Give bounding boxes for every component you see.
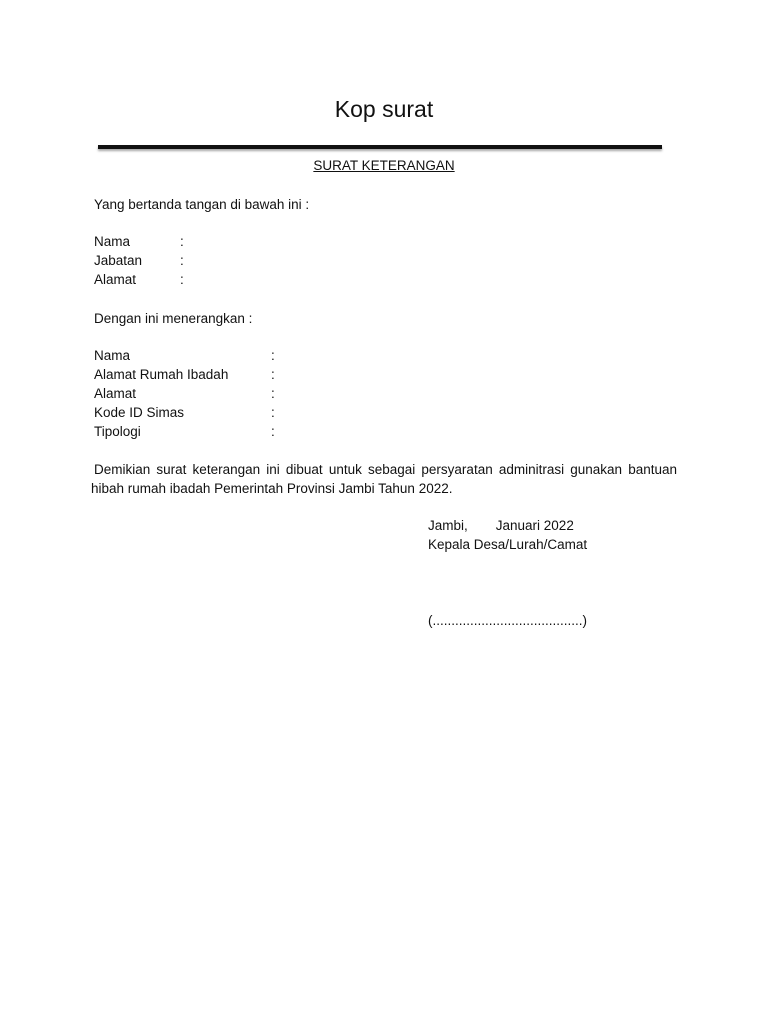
closing-line-1: Demikian surat keterangan ini dibuat untuk sebagai persyaratan adminitrasi gunakan bantuan [94, 462, 677, 477]
letterhead-divider [98, 145, 662, 149]
field-colon: : [180, 253, 184, 268]
field-label: Jabatan [94, 253, 143, 268]
field-label: Tipologi [94, 424, 141, 439]
field-colon: : [271, 424, 275, 439]
closing-paragraph [91, 460, 677, 498]
signature-date: Januari 2022 [495, 518, 574, 533]
opening-text: Yang bertanda tangan di bawah ini : [94, 197, 310, 212]
signature-place: Jambi, [428, 518, 468, 533]
signature-name-placeholder: (........................................) [428, 613, 588, 628]
field-colon: : [271, 348, 275, 363]
signature-position: Kepala Desa/Lurah/Camat [428, 537, 588, 552]
field-label: Alamat Rumah Ibadah [94, 367, 229, 382]
statement-intro: Dengan ini menerangkan : [94, 311, 253, 326]
signature-date-line [428, 517, 574, 535]
field-label: Nama [94, 348, 131, 363]
field-colon: : [271, 367, 275, 382]
field-colon: : [271, 386, 275, 401]
letterhead-title: Kop surat [334, 96, 434, 122]
field-label: Alamat [94, 386, 137, 401]
field-label: Alamat [94, 272, 137, 287]
field-colon: : [180, 272, 184, 287]
closing-line-2: hibah rumah ibadah Pemerintah Provinsi Jambi Tahun 2022. [91, 481, 453, 496]
field-label: Kode ID Simas [94, 405, 185, 420]
document-title: SURAT KETERANGAN [313, 158, 455, 173]
field-colon: : [180, 234, 184, 249]
field-colon: : [271, 405, 275, 420]
field-label: Nama [94, 234, 131, 249]
